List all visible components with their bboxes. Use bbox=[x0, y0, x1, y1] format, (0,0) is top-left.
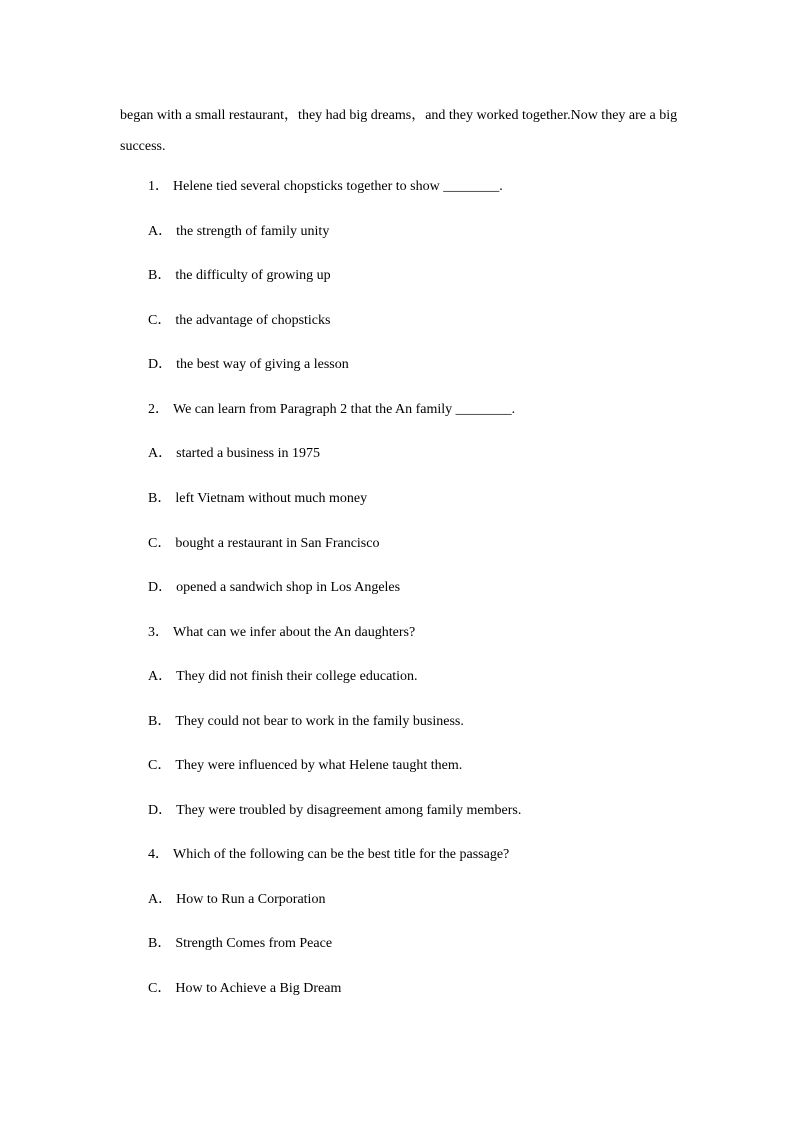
option-letter: C． bbox=[148, 313, 172, 328]
option-text: How to Run a Corporation bbox=[176, 892, 326, 907]
question-3 bbox=[148, 623, 415, 643]
option-letter: A． bbox=[148, 669, 173, 684]
option-text: left Vietnam without much money bbox=[175, 491, 368, 506]
option-4c bbox=[148, 979, 341, 999]
option-3b bbox=[148, 712, 464, 732]
question-1 bbox=[148, 177, 503, 197]
option-text: started a business in 1975 bbox=[176, 446, 320, 461]
question-number: 4． bbox=[148, 847, 169, 862]
option-text: Strength Comes from Peace bbox=[175, 936, 333, 951]
question-text: Helene tied several chopsticks together to show ________. bbox=[173, 179, 503, 194]
option-text: They could not bear to work in the family business. bbox=[175, 714, 464, 729]
option-letter: D． bbox=[148, 357, 173, 372]
option-1c bbox=[148, 311, 330, 331]
intro-line: began with a small restaurant，they had big dreams，and they worked together.Now they are a big bbox=[120, 108, 678, 123]
intro-line: success. bbox=[120, 139, 166, 154]
option-letter: C． bbox=[148, 758, 172, 773]
option-3a bbox=[148, 667, 418, 687]
option-text: They did not finish their college education. bbox=[176, 669, 418, 684]
option-text: the strength of family unity bbox=[176, 224, 330, 239]
option-text: the best way of giving a lesson bbox=[176, 357, 349, 372]
option-text: the advantage of chopsticks bbox=[175, 313, 331, 328]
option-2d bbox=[148, 578, 400, 598]
option-text: They were influenced by what Helene taught them. bbox=[175, 758, 463, 773]
option-1d bbox=[148, 355, 349, 375]
question-number: 2． bbox=[148, 402, 169, 417]
option-4b bbox=[148, 934, 332, 954]
option-letter: B． bbox=[148, 491, 172, 506]
option-letter: B． bbox=[148, 268, 172, 283]
question-text: What can we infer about the An daughters? bbox=[173, 625, 416, 640]
question-number: 3． bbox=[148, 625, 169, 640]
option-text: How to Achieve a Big Dream bbox=[175, 981, 342, 996]
question-2 bbox=[148, 400, 515, 420]
option-text: opened a sandwich shop in Los Angeles bbox=[176, 580, 401, 595]
option-text: They were troubled by disagreement among family members. bbox=[176, 803, 522, 818]
option-3c bbox=[148, 756, 462, 776]
option-1b bbox=[148, 266, 331, 286]
option-1a bbox=[148, 222, 329, 242]
option-text: the difficulty of growing up bbox=[175, 268, 331, 283]
option-letter: A． bbox=[148, 446, 173, 461]
option-3d bbox=[148, 801, 521, 821]
option-2b bbox=[148, 489, 367, 509]
option-2c bbox=[148, 534, 379, 554]
option-letter: B． bbox=[148, 714, 172, 729]
intro-paragraph bbox=[120, 100, 690, 162]
option-letter: C． bbox=[148, 536, 172, 551]
option-letter: C． bbox=[148, 981, 172, 996]
question-4 bbox=[148, 845, 509, 865]
option-text: bought a restaurant in San Francisco bbox=[175, 536, 380, 551]
option-letter: D． bbox=[148, 803, 173, 818]
option-4a bbox=[148, 890, 325, 910]
question-text: We can learn from Paragraph 2 that the An family ________. bbox=[173, 402, 516, 417]
question-text: Which of the following can be the best title for the passage? bbox=[173, 847, 510, 862]
question-number: 1． bbox=[148, 179, 169, 194]
option-letter: A． bbox=[148, 224, 173, 239]
option-letter: D． bbox=[148, 580, 173, 595]
option-letter: B． bbox=[148, 936, 172, 951]
option-2a bbox=[148, 444, 320, 464]
option-letter: A． bbox=[148, 892, 173, 907]
